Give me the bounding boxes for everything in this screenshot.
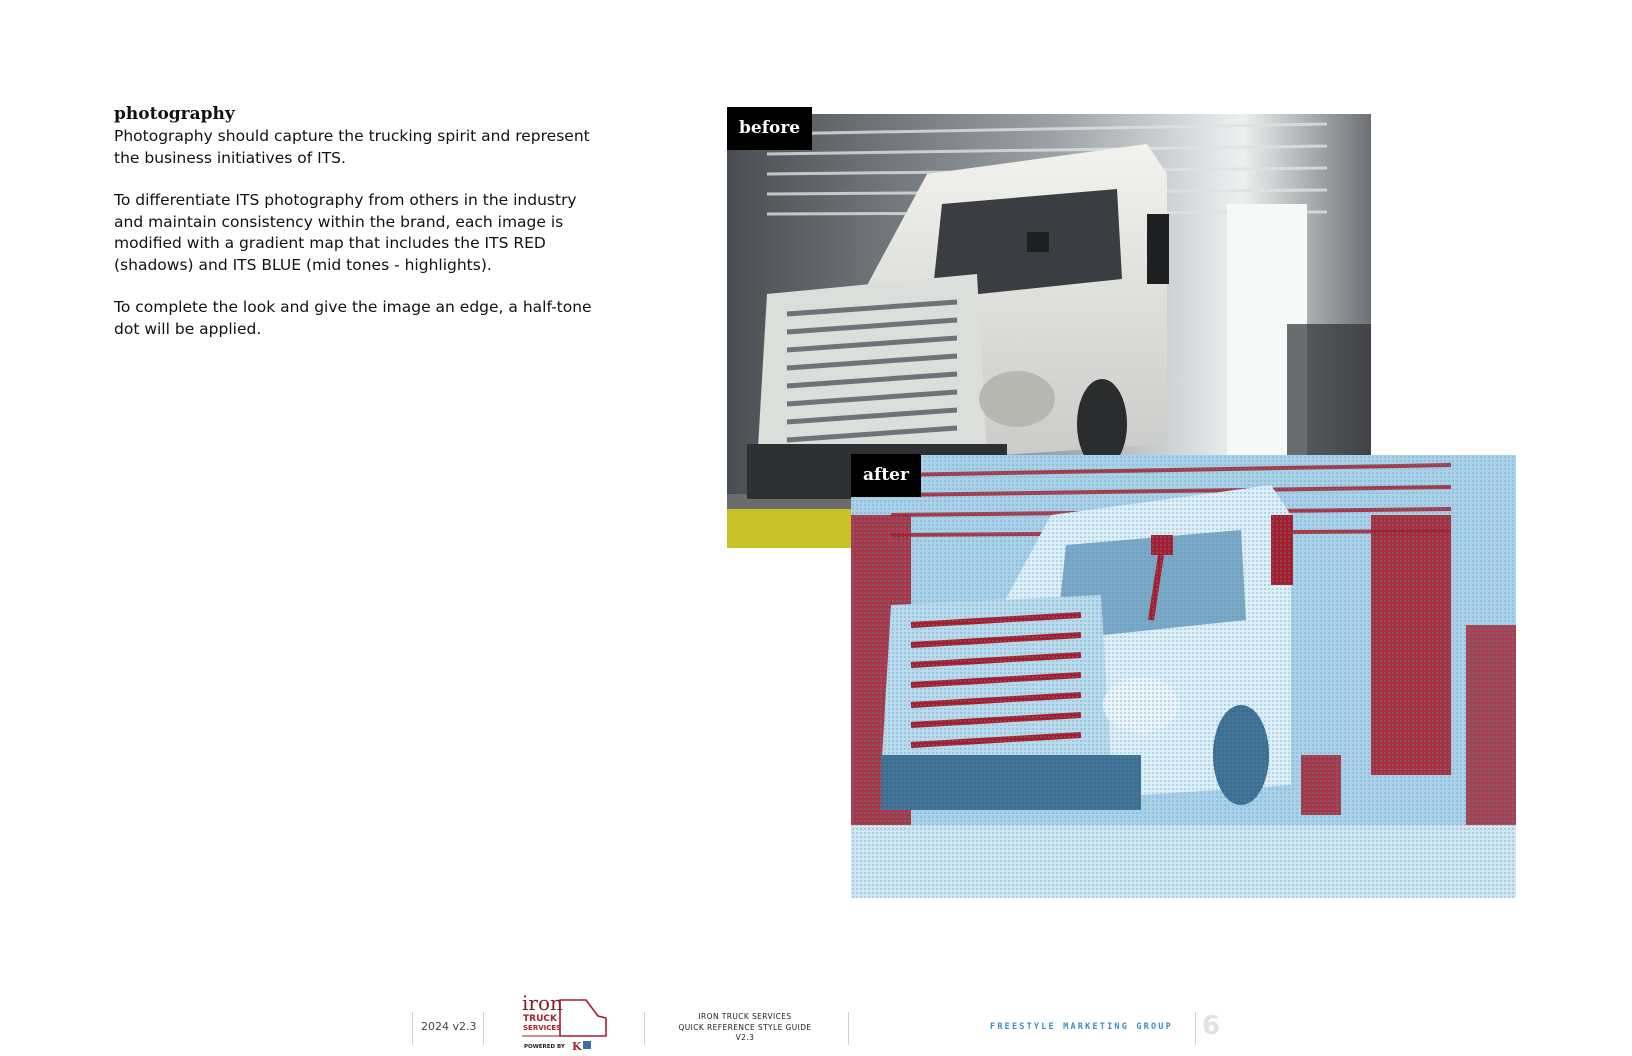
footer-divider (644, 1012, 645, 1045)
footer-version: 2024 v2.3 (421, 1020, 477, 1033)
page-footer (0, 991, 1632, 1053)
guide-line-3: V2.3 (735, 1033, 755, 1042)
section-heading: photography (114, 104, 235, 124)
footer-divider (483, 1012, 484, 1045)
after-label: after (851, 454, 921, 497)
logo-powered: POWERED BY (524, 1044, 565, 1050)
logo-truck: TRUCK (523, 1014, 557, 1024)
footer-divider (412, 1012, 413, 1045)
guide-line-1: IRON TRUCK SERVICES (698, 1012, 792, 1021)
logo-iron: iron (522, 991, 563, 1015)
guide-line-2: QUICK REFERENCE STYLE GUIDE (678, 1022, 812, 1032)
page-number: 6 (1202, 1011, 1221, 1041)
logo-services: SERVICES (523, 1024, 562, 1032)
before-label: before (727, 107, 812, 150)
gradient-map-paragraph: To differentiate ITS photography from others in the industry and maintain consistency within the brand, each image is modified with a gradient map that includes the ITS RED (shadows) and ITS BLUE (mid tones - highlights). (114, 191, 577, 274)
text-block (114, 104, 594, 361)
footer-divider (848, 1012, 849, 1045)
footer-guide-title (660, 1012, 830, 1044)
its-logo (520, 988, 610, 1052)
footer-agency: FREESTYLE MARKETING GROUP (990, 1022, 1173, 1032)
intro-paragraph: Photography should capture the trucking spirit and represent the business initiatives of ITS. (114, 127, 590, 167)
after-photo (851, 455, 1516, 898)
halftone-paragraph: To complete the look and give the image an edge, a half-tone dot will be applied. (114, 298, 592, 338)
footer-divider (1195, 1012, 1196, 1045)
logo-k: K (572, 1040, 582, 1052)
